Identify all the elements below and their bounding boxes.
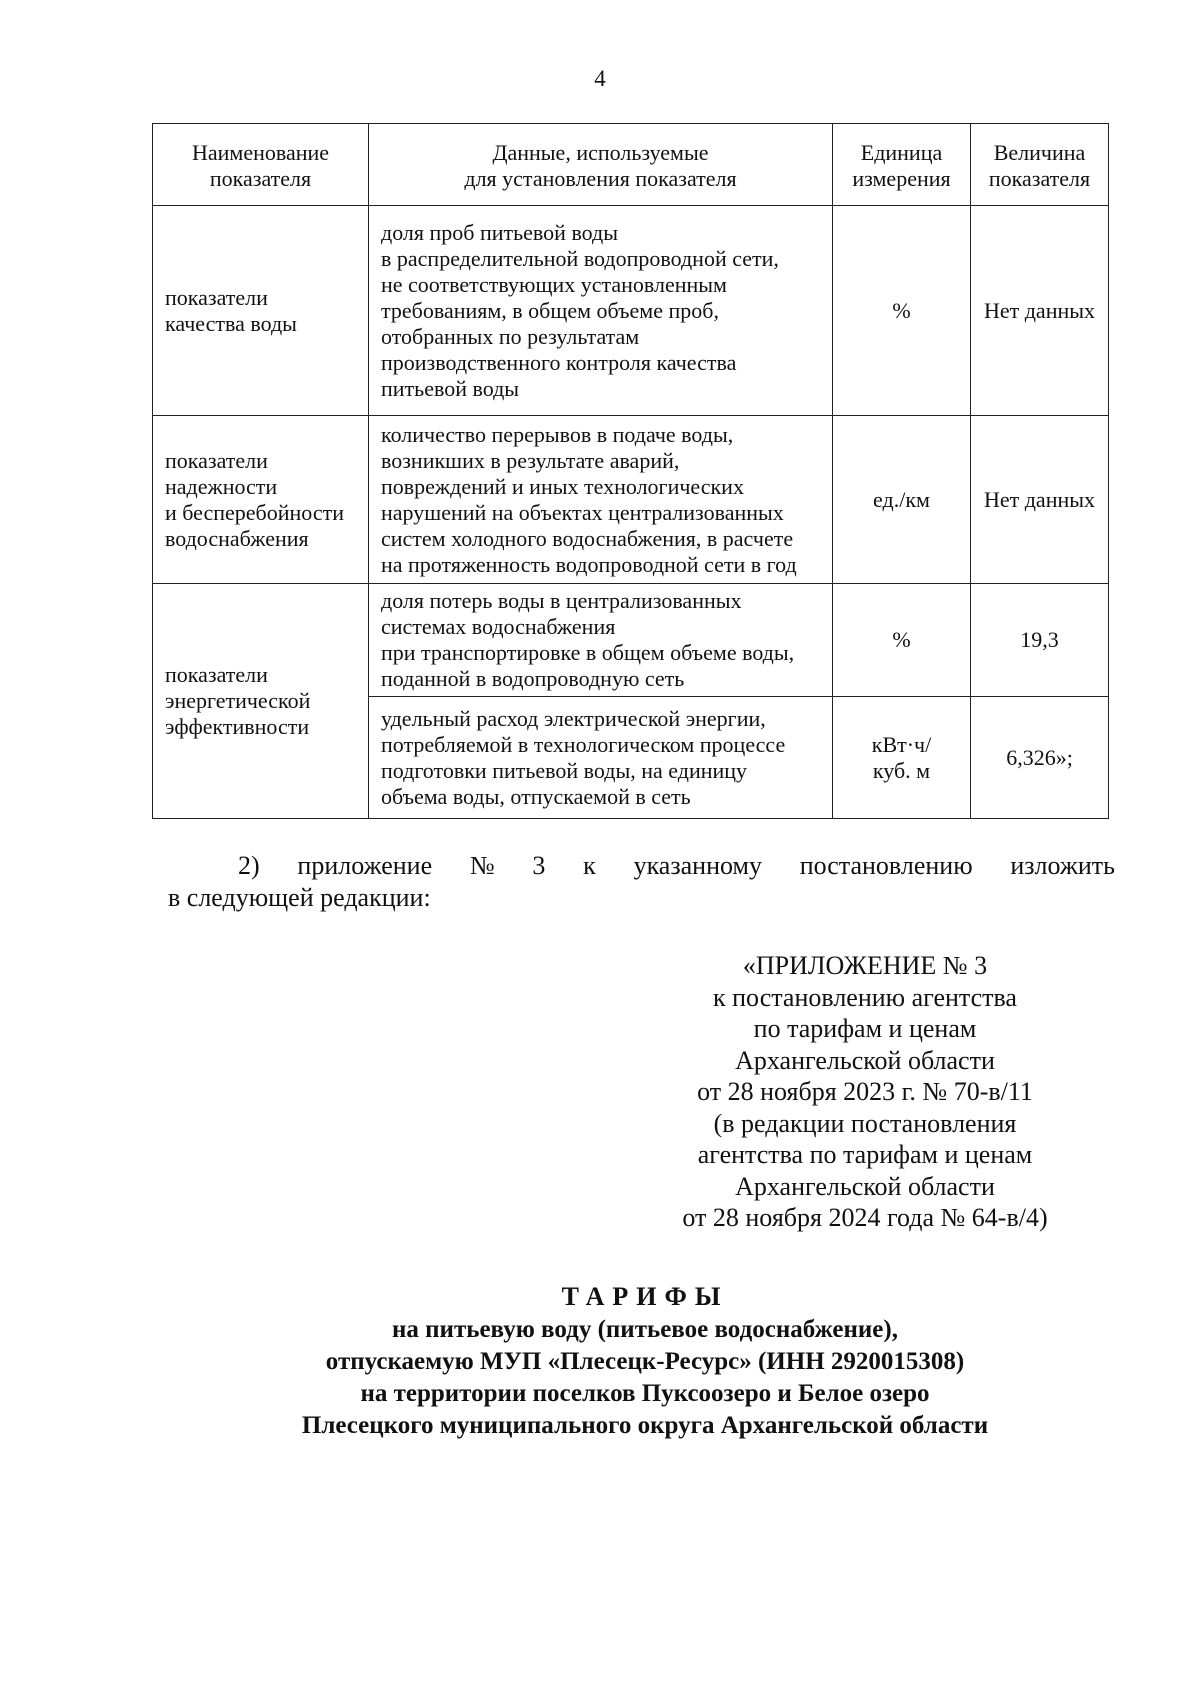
appendix-line: по тарифам и ценам — [753, 1014, 977, 1043]
name-line: и бесперебойности — [165, 499, 344, 525]
indicator-unit: ед./км — [833, 416, 971, 584]
table-header-row — [153, 124, 1109, 206]
indicator-data — [369, 206, 833, 416]
header-value — [971, 124, 1109, 206]
paragraph-word: 2) — [238, 851, 260, 880]
amendment-paragraph — [168, 850, 1115, 914]
data-line: объема воды, отпускаемой в сеть — [381, 783, 691, 809]
indicator-name — [153, 416, 369, 584]
data-line: доля проб питьевой воды — [381, 219, 619, 245]
data-line: потребляемой в технологическом процессе — [381, 731, 786, 757]
indicator-value: 19,3 — [971, 584, 1109, 697]
name-line: водоснабжения — [165, 525, 309, 551]
title-heading: ТАРИФЫ — [561, 1282, 729, 1311]
indicator-value: Нет данных — [971, 416, 1109, 584]
header-data — [369, 124, 833, 206]
paragraph-word: приложение — [297, 851, 433, 880]
name-line: энергетической — [165, 688, 311, 713]
data-line: повреждений и иных технологических — [381, 473, 744, 499]
paragraph-word: № — [469, 851, 495, 880]
indicator-unit — [833, 697, 971, 819]
appendix-line: «ПРИЛОЖЕНИЕ № 3 — [742, 951, 988, 980]
appendix-line: агентства по тарифам и ценам — [697, 1140, 1033, 1169]
data-line: системах водоснабжения — [381, 614, 616, 639]
paragraph-word: изложить — [1010, 851, 1115, 880]
paragraph-line-2: в следующей редакции: — [168, 883, 431, 912]
data-line: отобранных по результатам — [381, 323, 640, 349]
indicator-data — [369, 584, 833, 697]
appendix-line: Архангельской области — [735, 1171, 995, 1201]
name-line: показатели — [165, 284, 268, 310]
indicator-name — [153, 206, 369, 416]
data-line: на протяженность водопроводной сети в год — [381, 551, 797, 577]
data-line: удельный расход электрической энергии, — [381, 705, 766, 731]
name-line: эффективности — [165, 714, 310, 739]
data-line: подготовки питьевой воды, на единицу — [381, 757, 748, 783]
data-line: в распределительной водопроводной сети, — [381, 245, 779, 271]
title-line: на территории поселков Пуксоозеро и Белое озеро — [360, 1380, 930, 1407]
indicator-name — [153, 584, 369, 819]
header-unit — [833, 124, 971, 206]
indicator-data — [369, 697, 833, 819]
data-line: доля потерь воды в централизованных — [381, 588, 742, 613]
name-line: показатели — [165, 447, 268, 473]
data-line: возникших в результате аварий, — [381, 447, 680, 473]
data-line: при транспортировке в общем объеме воды, — [381, 640, 795, 665]
title-line: отпускаемую МУП «Плесецк-Ресурс» (ИНН 2920015308) — [325, 1348, 965, 1375]
table-row — [153, 584, 1109, 697]
data-line: требованиям, в общем объеме проб, — [381, 297, 719, 323]
appendix-line: (в редакции постановления — [713, 1108, 1017, 1138]
data-line: производственного контроля качества — [381, 349, 737, 375]
indicators-table — [152, 123, 1109, 819]
header-value-line: Величина — [993, 139, 1086, 165]
paragraph-word: 3 — [532, 851, 546, 880]
indicator-unit: % — [833, 206, 971, 416]
paragraph-word: к — [583, 851, 596, 880]
name-line: качества воды — [165, 310, 297, 336]
paragraph-word: постановлению — [799, 851, 973, 880]
data-line: поданной в водопроводную сеть — [381, 666, 685, 691]
unit-line: куб. м — [872, 757, 931, 783]
title-line: Плесецкого муниципального округа Архангельской области — [301, 1412, 989, 1439]
header-unit-line: измерения — [852, 165, 951, 191]
appendix-line: Архангельской области — [735, 1045, 995, 1075]
indicator-data — [369, 416, 833, 584]
paragraph-line-1 — [168, 850, 1115, 882]
data-line: количество перерывов в подаче воды, — [381, 421, 734, 447]
data-line: нарушений на объектах централизованных — [381, 499, 784, 525]
data-line: питьевой воды — [381, 375, 520, 401]
unit-line: кВт·ч/ — [871, 731, 932, 757]
header-name — [153, 124, 369, 206]
name-line: надежности — [165, 473, 278, 499]
appendix-header — [655, 950, 1075, 1234]
title-line: на питьевую воду (питьевое водоснабжение), — [392, 1316, 898, 1343]
paragraph-word: указанному — [633, 851, 762, 880]
header-name-line: показателя — [209, 165, 312, 191]
appendix-line: к постановлению агентства — [713, 982, 1017, 1012]
header-value-line: показателя — [988, 165, 1091, 191]
tariffs-title — [0, 1280, 1200, 1442]
header-unit-line: Единица — [860, 139, 943, 165]
data-line: не соответствующих установленным — [381, 271, 727, 297]
appendix-line: от 28 ноября 2023 г. № 70-в/11 — [697, 1077, 1033, 1106]
indicator-value: Нет данных — [971, 206, 1109, 416]
page-number: 4 — [594, 66, 606, 91]
indicator-value: 6,326»; — [971, 697, 1109, 819]
header-data-line: Данные, используемые — [492, 139, 709, 165]
table-row — [153, 416, 1109, 584]
data-line: систем холодного водоснабжения, в расчете — [381, 525, 794, 551]
name-line: показатели — [165, 662, 268, 687]
indicator-unit: % — [833, 584, 971, 697]
header-name-line: Наименование — [191, 139, 330, 165]
header-data-line: для установления показателя — [464, 165, 737, 191]
table-row — [153, 206, 1109, 416]
appendix-line: от 28 ноября 2024 года № 64-в/4) — [682, 1203, 1048, 1232]
